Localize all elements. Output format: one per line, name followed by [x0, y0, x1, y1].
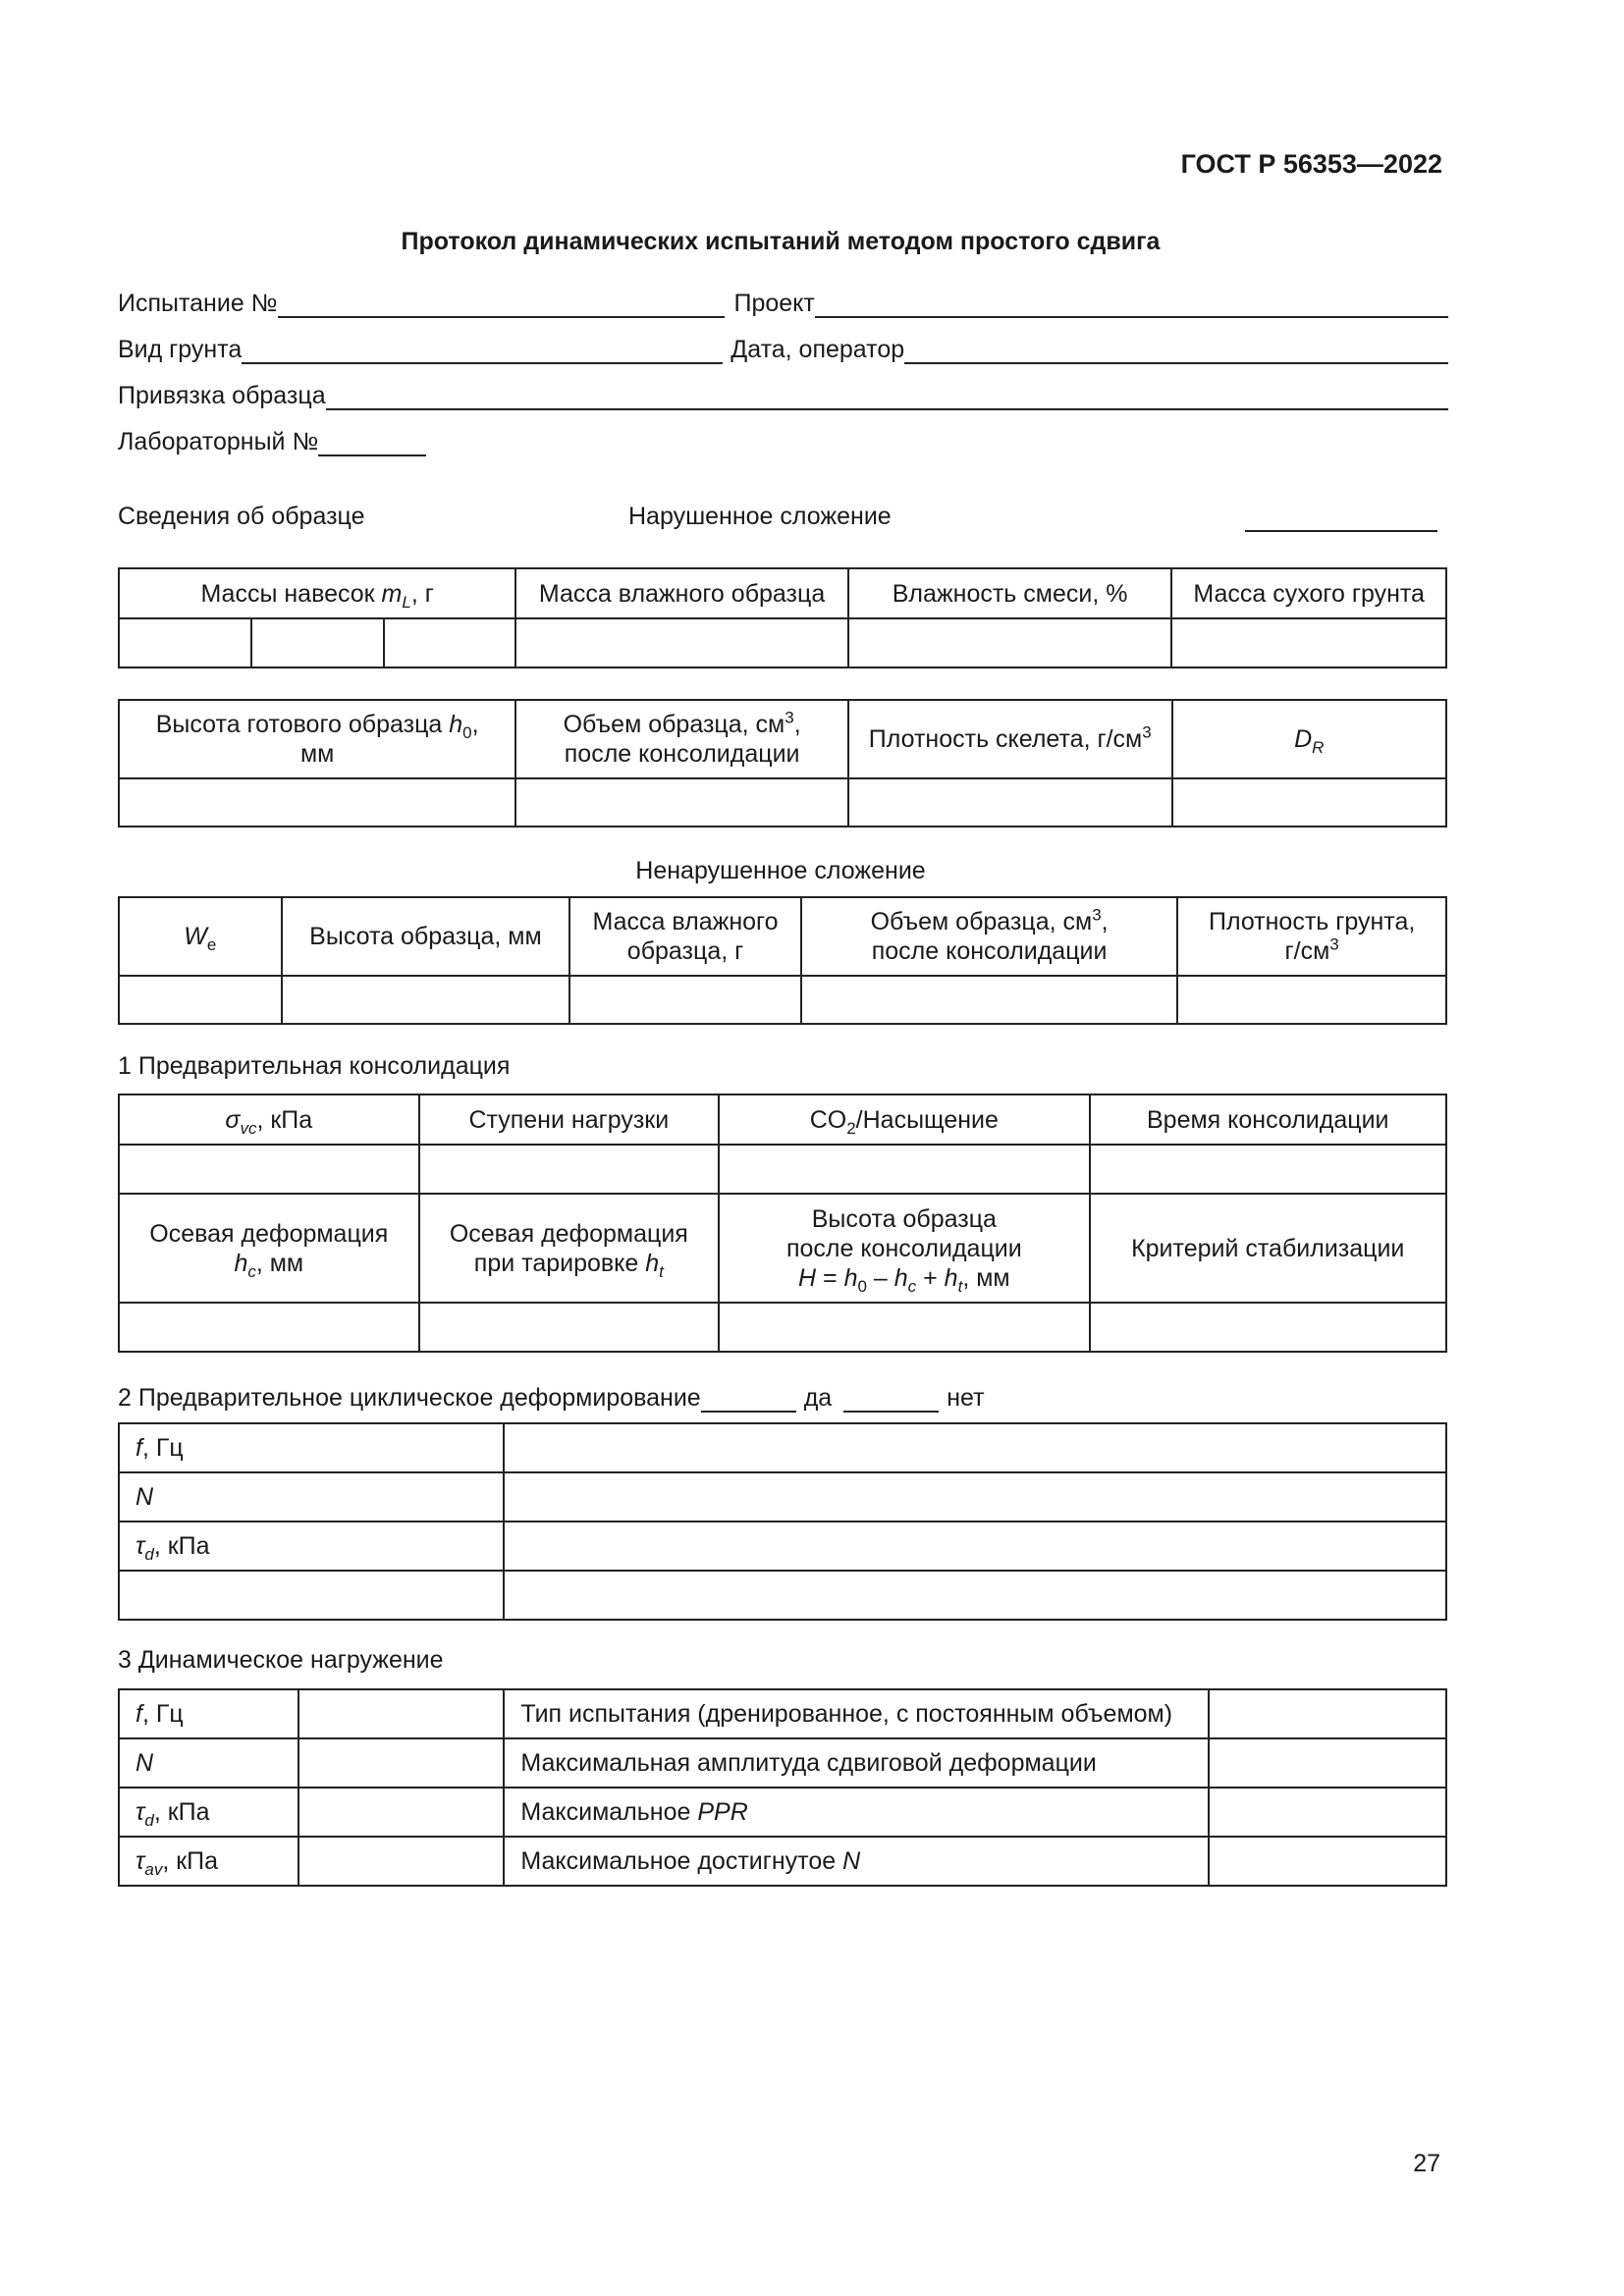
cell-wet-mass[interactable] [515, 618, 848, 667]
cell-test-type-value[interactable] [1209, 1689, 1446, 1738]
cell-consolidation-time[interactable] [1090, 1145, 1446, 1194]
row-n-label: N [119, 1472, 504, 1522]
row-max-amp-label: Максимальная амплитуда сдвиговой деформации [504, 1738, 1209, 1788]
header-we: $W_e$ [119, 897, 282, 976]
cell-mass-3[interactable] [384, 618, 516, 667]
date-operator-field[interactable] [904, 335, 1448, 364]
project-label: Проект [733, 290, 815, 317]
soil-type-field[interactable] [242, 335, 723, 364]
field-line-2 [118, 331, 1448, 364]
cell-prepared-height[interactable] [119, 778, 515, 827]
disturbed-field[interactable] [1245, 530, 1437, 532]
row-empty-label[interactable] [119, 1571, 504, 1620]
header-prepared-height: Высота готового образца $h_0$, мм [119, 700, 515, 778]
section2-title-line [118, 1379, 985, 1413]
cell-empty-value[interactable] [504, 1571, 1446, 1620]
header-axial-tare: Осевая деформация при тарировке $h_t$ [419, 1194, 720, 1303]
standard-code: ГОСТ Р 56353—2022 [1180, 149, 1442, 179]
sample-binding-label: Привязка образца [118, 382, 326, 409]
cell-we[interactable] [119, 976, 282, 1024]
table-cyclic [118, 1422, 1447, 1621]
header-sigma-vc: $\sigma_{vc}$, кПа [119, 1095, 419, 1145]
row-max-ppr-label: Максимальное PPR [504, 1788, 1209, 1837]
cell-tau-value[interactable] [504, 1522, 1446, 1571]
header-consolidation-time: Время консолидации [1090, 1095, 1446, 1145]
header-wet-mass: Масса влажного образца [515, 568, 848, 618]
yes-field[interactable] [701, 1383, 796, 1413]
row-f-label: f, Гц [119, 1689, 298, 1738]
lab-no-field[interactable] [318, 427, 426, 456]
table-undisturbed [118, 896, 1447, 1025]
header-height: Высота образца, мм [282, 897, 570, 976]
no-field[interactable] [843, 1383, 939, 1413]
lab-no-label: Лабораторный № [118, 428, 319, 455]
field-line-4 [118, 423, 511, 456]
sample-info-label: Сведения об образце [118, 503, 365, 530]
cell-volume[interactable] [801, 976, 1177, 1024]
cell-max-n-value[interactable] [1209, 1837, 1446, 1886]
sample-binding-field[interactable] [326, 381, 1448, 410]
yes-label: да [803, 1384, 833, 1412]
table-prepared-sample [118, 699, 1447, 828]
header-volume: Объем образца, $см^3$, после консолидации [515, 700, 848, 778]
cell-n-value[interactable] [504, 1472, 1446, 1522]
cell-tau-av-value[interactable] [298, 1837, 505, 1886]
soil-type-label: Вид грунта [118, 336, 243, 363]
row-tau-av-label: $\tau_{av}$, кПа [119, 1837, 298, 1886]
undisturbed-label: Ненарушенное сложение [635, 857, 926, 884]
header-dr: $D_R$ [1172, 700, 1446, 778]
cell-volume[interactable] [515, 778, 848, 827]
field-line-1 [118, 285, 1448, 318]
row-max-n-label: Максимальное достигнутое N [504, 1837, 1209, 1886]
row-n-label: N [119, 1738, 298, 1788]
header-masses: Массы навесок $m_L$, г [119, 568, 515, 618]
header-dry-mass: Масса сухого грунта [1171, 568, 1446, 618]
page-number: 27 [1413, 2150, 1440, 2177]
header-volume: Объем образца, $см^3$, после консолидации [801, 897, 1177, 976]
cell-wet-mass[interactable] [569, 976, 801, 1024]
cell-dr[interactable] [1172, 778, 1446, 827]
cell-axial-deformation[interactable] [119, 1303, 419, 1352]
cell-tau-d-value[interactable] [298, 1788, 505, 1837]
cell-load-steps[interactable] [419, 1145, 720, 1194]
header-load-steps: Ступени нагрузки [419, 1095, 720, 1145]
cell-f-value[interactable] [504, 1423, 1446, 1472]
cell-dry-mass[interactable] [1171, 618, 1446, 667]
header-height-after: Высота образца после консолидации $H = h_0 - h_c + h_t$, мм [719, 1194, 1089, 1303]
section3-title: 3 Динамическое нагружение [118, 1646, 444, 1674]
row-tau-d-label: $\tau_d$, кПа [119, 1788, 298, 1837]
cell-max-ppr-value[interactable] [1209, 1788, 1446, 1837]
row-f-label: f, Гц [119, 1423, 504, 1472]
header-mix-moisture: Влажность смеси, % [848, 568, 1172, 618]
cell-mix-moisture[interactable] [848, 618, 1172, 667]
cell-n-value[interactable] [298, 1738, 505, 1788]
test-no-field[interactable] [278, 289, 725, 318]
project-field[interactable] [815, 289, 1448, 318]
cell-stab-criterion[interactable] [1090, 1303, 1446, 1352]
test-no-label: Испытание № [118, 290, 278, 317]
cell-mass-1[interactable] [119, 618, 251, 667]
header-soil-density: Плотность грунта, $г/см^3$ [1177, 897, 1446, 976]
table-consolidation [118, 1094, 1447, 1353]
cell-soil-density[interactable] [1177, 976, 1446, 1024]
cell-skeleton-density[interactable] [848, 778, 1172, 827]
cell-height[interactable] [282, 976, 570, 1024]
header-stab-criterion: Критерий стабилизации [1090, 1194, 1446, 1303]
table-dynamic [118, 1688, 1447, 1887]
section2-title: 2 Предварительное циклическое деформирование [118, 1384, 701, 1412]
no-label: нет [947, 1384, 985, 1412]
protocol-title: Протокол динамических испытаний методом простого сдвига [401, 228, 1161, 255]
cell-sigma-vc[interactable] [119, 1145, 419, 1194]
disturbed-label: Нарушенное сложение [628, 503, 892, 530]
cell-mass-2[interactable] [251, 618, 384, 667]
cell-axial-tare[interactable] [419, 1303, 720, 1352]
header-wet-mass: Масса влажного образца, г [569, 897, 801, 976]
cell-height-after[interactable] [719, 1303, 1089, 1352]
date-operator-label: Дата, оператор [731, 336, 905, 363]
section1-title: 1 Предварительная консолидация [118, 1052, 511, 1080]
header-axial-deformation: Осевая деформация $h_c$, мм [119, 1194, 419, 1303]
table-masses [118, 567, 1447, 668]
header-skeleton-density: Плотность скелета, $г/см^3$ [848, 700, 1172, 778]
row-tau-label: $\tau_d$, кПа [119, 1522, 504, 1571]
cell-max-amp-value[interactable] [1209, 1738, 1446, 1788]
header-co2-saturation: $CO_2$/Насыщение [719, 1095, 1089, 1145]
cell-f-value[interactable] [298, 1689, 505, 1738]
field-line-3 [118, 377, 1448, 410]
cell-co2-saturation[interactable] [719, 1145, 1089, 1194]
row-test-type-label: Тип испытания (дренированное, с постоянным объемом) [504, 1689, 1209, 1738]
